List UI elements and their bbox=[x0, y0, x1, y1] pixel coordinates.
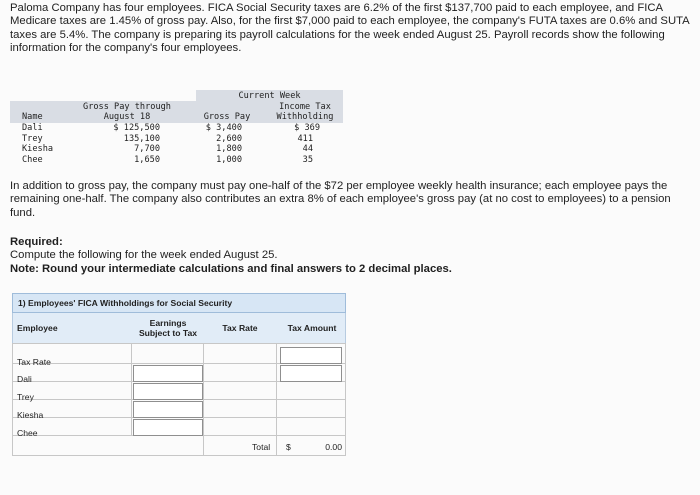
employee-name: Trey bbox=[22, 133, 43, 144]
current-week-header: Current Week bbox=[238, 91, 301, 101]
grid-line bbox=[131, 343, 132, 435]
grid-line bbox=[12, 343, 346, 344]
trey-earnings-input[interactable] bbox=[133, 383, 203, 400]
gross-through-value: 7,700 bbox=[134, 144, 160, 154]
gross-pay-value: 2,600 bbox=[216, 133, 242, 144]
withholding-value: 411 bbox=[297, 133, 313, 144]
gross-pay-header: Gross Pay bbox=[203, 112, 251, 122]
additional-info: In addition to gross pay, the company must pay one-half of the $72 per employee weekly health insurance; each employee pays the remaining one-half. The company also contributes an extra 8% of each employee's gross pay (at no cost to employees) to a pension fund. bbox=[10, 180, 671, 219]
gross-pay-value: 1,000 bbox=[216, 154, 242, 165]
required-instruction: Compute the following for the week ended August 25. bbox=[10, 249, 278, 262]
employee-name: Dali bbox=[22, 123, 43, 133]
tax-amount-column-header: Tax Amount bbox=[287, 323, 337, 333]
gross-through-value: $ 125,500 bbox=[113, 123, 160, 133]
payroll-records-table bbox=[10, 90, 343, 168]
tax-rate-column-header: Tax Rate bbox=[222, 323, 258, 333]
name-header: Name bbox=[22, 112, 43, 122]
total-currency: $ bbox=[286, 442, 291, 452]
gross-through-header-line1: Gross Pay through bbox=[83, 102, 171, 112]
row-label-kiesha: Kiesha bbox=[17, 410, 44, 420]
dali-tax-amount-input[interactable] bbox=[280, 365, 342, 382]
income-tax-header-line2: Withholding bbox=[276, 112, 334, 122]
gross-through-header-line2: August 18 bbox=[103, 112, 151, 122]
gross-through-value: 1,650 bbox=[134, 154, 160, 165]
rounding-note: Note: Round your intermediate calculations and final answers to 2 decimal places. bbox=[10, 262, 452, 275]
grid-line bbox=[12, 455, 346, 456]
row-label-tax-rate: Tax Rate bbox=[17, 357, 51, 367]
chee-earnings-input[interactable] bbox=[133, 419, 203, 436]
total-label: Total bbox=[252, 442, 271, 452]
row-label-chee: Chee bbox=[17, 428, 38, 438]
fica-withholdings-table bbox=[12, 293, 346, 456]
fica-table-header bbox=[12, 313, 346, 343]
dali-earnings-input[interactable] bbox=[133, 365, 203, 382]
withholding-value: $ 369 bbox=[294, 123, 320, 133]
employee-name: Chee bbox=[22, 154, 43, 165]
employee-name: Kiesha bbox=[22, 144, 54, 154]
gross-through-value: 135,100 bbox=[123, 133, 160, 144]
required-heading: Required: bbox=[10, 236, 63, 248]
tax-rate-input[interactable] bbox=[280, 347, 342, 364]
fica-table-title: 1) Employees' FICA Withholdings for Social Security bbox=[12, 293, 346, 313]
kiesha-earnings-input[interactable] bbox=[133, 401, 203, 418]
total-amount: 0.00 bbox=[325, 442, 342, 452]
row-label-trey: Trey bbox=[17, 392, 34, 402]
row-label-dali: Dali bbox=[17, 374, 32, 384]
gross-pay-value: $ 3,400 bbox=[205, 123, 242, 133]
income-tax-header-line1: Income Tax bbox=[279, 102, 331, 112]
gross-pay-value: 1,800 bbox=[216, 144, 242, 154]
employee-column-header: Employee bbox=[17, 323, 58, 333]
withholding-value: 44 bbox=[302, 144, 313, 154]
withholding-value: 35 bbox=[302, 154, 313, 165]
problem-intro: Paloma Company has four employees. FICA Social Security taxes are 6.2% of the first $137,700 paid to each employee, and FICA Medicare taxes are 1.45% of gross pay. Also, for the first $7,000 paid to each employee, the company's FUTA taxes are 0.6% and SUTA taxes are 5.4%. The company is preparing its payroll calculations for the week ended August 25. Payroll records show the following information for the company's four employees. bbox=[10, 2, 690, 55]
earnings-column-header: Earnings Subject to Tax bbox=[138, 318, 198, 338]
required-section bbox=[10, 236, 694, 276]
